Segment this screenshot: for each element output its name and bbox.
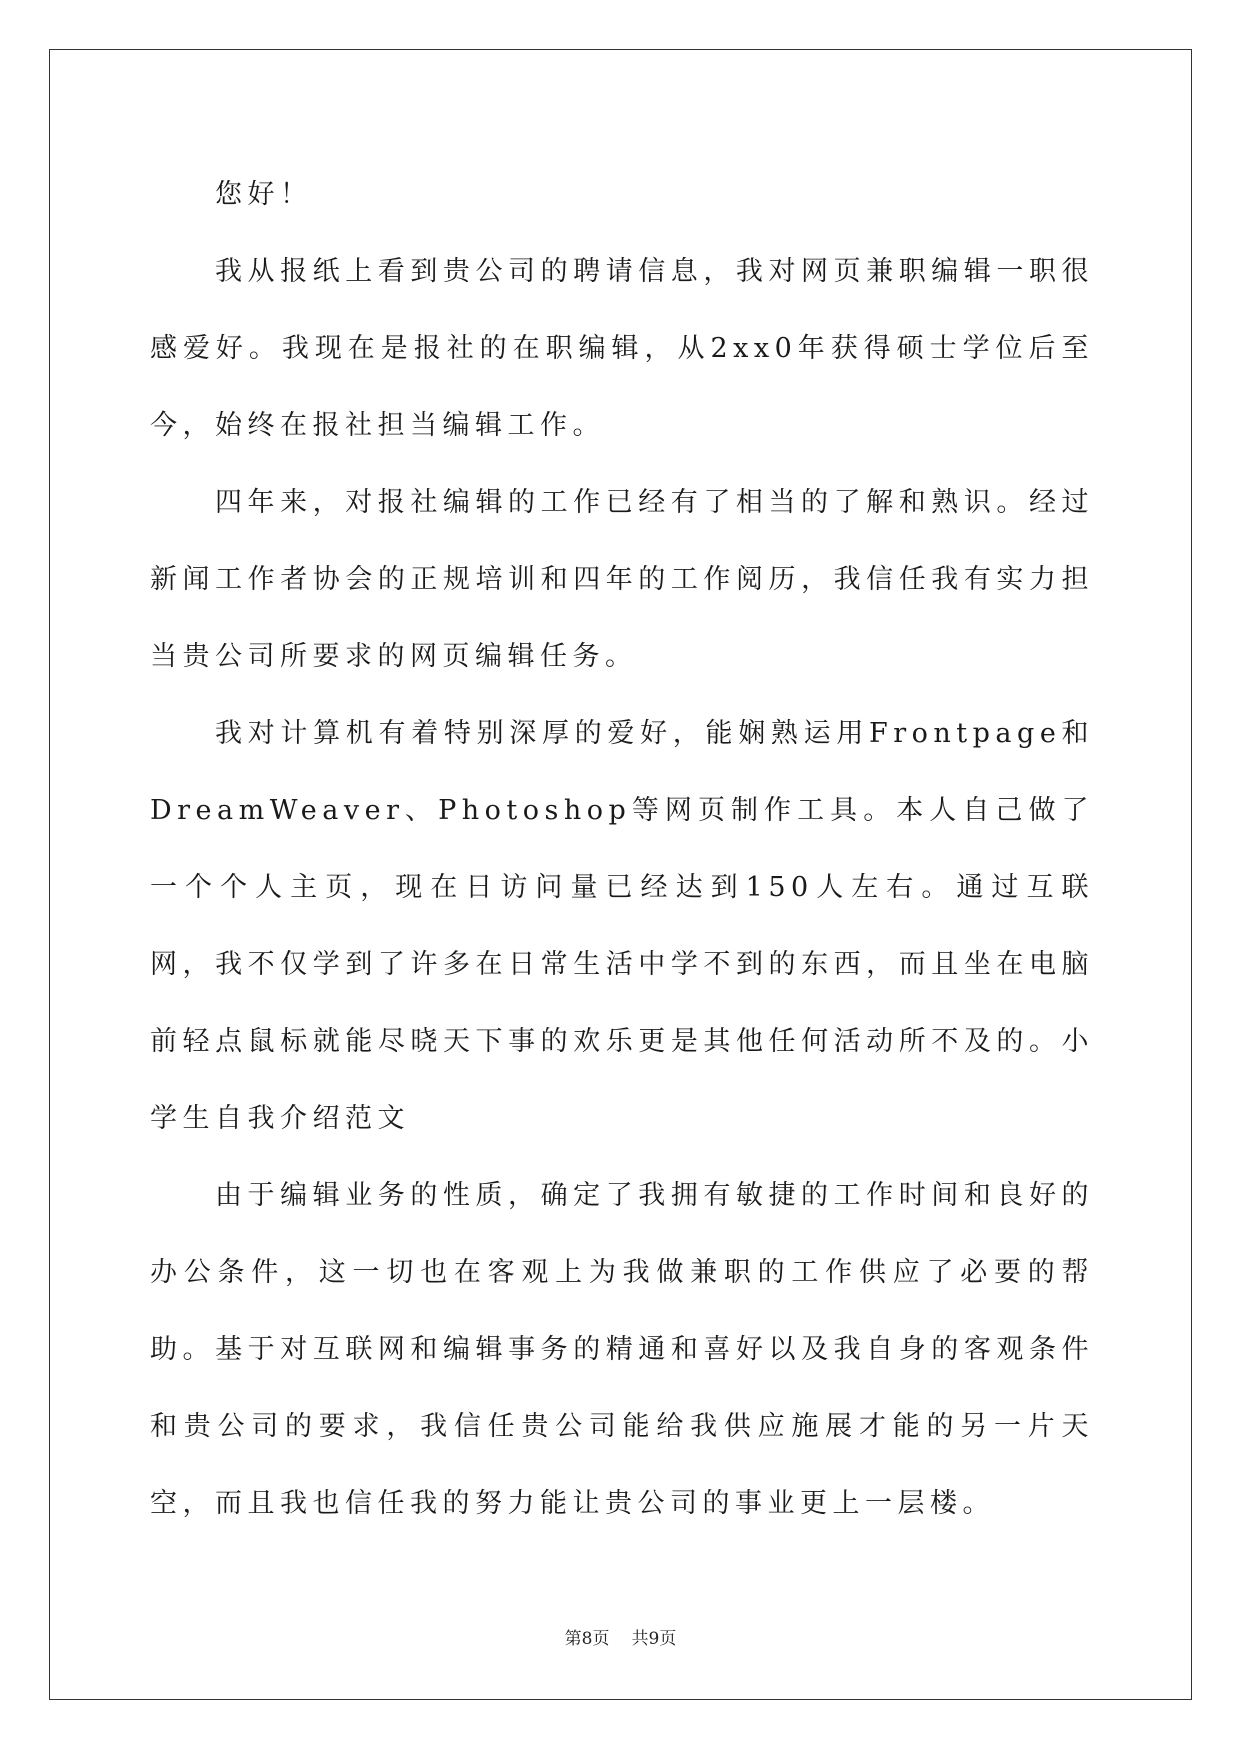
paragraph-2: 四年来，对报社编辑的工作已经有了相当的了解和熟识。经过新闻工作者协会的正规培训和四年的工作阅历，我信任我有实力担当贵公司所要求的网页编辑任务。	[150, 487, 1094, 672]
total-pages-label: 共9页	[631, 1629, 677, 1649]
letter-body	[150, 156, 1094, 1542]
paragraph-4: 由于编辑业务的性质，确定了我拥有敏捷的工作时间和良好的办公条件，这一切也在客观上为我做兼职的工作供应了必要的帮助。基于对互联网和编辑事务的精通和喜好以及我自身的客观条件和贵公司的要求，我信任贵公司能给我供应施展才能的另一片天空，而且我也信任我的努力能让贵公司的事业更上一层楼。	[150, 1180, 1094, 1519]
paragraph-1: 我从报纸上看到贵公司的聘请信息，我对网页兼职编辑一职很感爱好。我现在是报社的在职编辑，从2xx0年获得硕士学位后至今，始终在报社担当编辑工作。	[150, 256, 1094, 441]
current-page-label: 第8页	[564, 1629, 610, 1649]
page-footer	[0, 1624, 1241, 1649]
paragraph-3: 我对计算机有着特别深厚的爱好，能娴熟运用Frontpage和DreamWeaver、Photoshop等网页制作工具。本人自己做了一个个人主页，现在日访问量已经达到150人左右。通过互联网，我不仅学到了许多在日常生活中学不到的东西，而且坐在电脑前轻点鼠标就能尽晓天下事的欢乐更是其他任何活动所不及的。小学生自我介绍范文	[150, 718, 1094, 1134]
greeting: 您好！	[215, 179, 313, 210]
